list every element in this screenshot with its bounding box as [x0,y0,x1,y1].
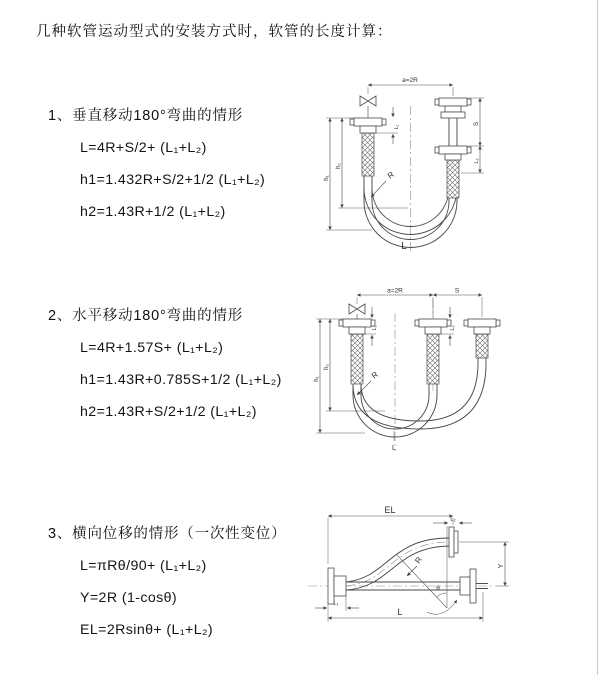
dim-label-h1: h₁ [324,175,330,181]
flange-connector-left [339,319,375,334]
formula-list [80,550,286,646]
diagram-labels [334,505,505,617]
dim-label-h1: h₁ [314,376,320,382]
formula-list [80,332,282,428]
diagram-lateral-displacement [300,498,600,660]
flange-connector-right [460,569,476,603]
flange-connector-middle [415,319,451,334]
flange-connector-right-upper [435,98,471,118]
section-vertical-movement [48,104,265,228]
section-heading: 1、垂直移动180°弯曲的情形 [48,108,244,124]
dim-label-l: L [397,607,403,617]
flange-connector-right-lower [435,146,471,160]
radius-label: R [385,169,396,181]
dim-label-l2: L₂ [474,158,480,164]
section-lateral-displacement [48,522,286,646]
dimension-lines [315,516,509,622]
flange-connector-right [464,319,500,334]
flange-connector-left [328,568,346,604]
hose-u-bend-positions [353,358,486,437]
angle-label: θ [436,585,440,592]
formula-list [80,132,265,228]
flange-connector-left [350,118,386,133]
diagram-horizontal-movement [310,283,600,455]
angle-construction [397,526,457,614]
formula-line: h2=1.43R+S/2+1/2 (L₁+L₂) [80,404,257,420]
valve-icon [349,304,365,319]
valve-icon [360,96,376,118]
section-heading: 2、水平移动180°弯曲的情形 [48,308,244,324]
radius-label: R [369,369,380,381]
length-label: L [392,445,396,452]
dim-label-y: Y [498,563,505,569]
formula-line: h2=1.43R+1/2 (L₁+L₂) [80,204,226,220]
flange-connector-upper [449,527,458,557]
dim-label-a2r: a=2R [387,287,403,295]
formula-line: Y=2R (1-cosθ) [80,590,178,606]
section-heading: 3、横向位移的情形（一次性变位） [48,526,287,542]
diagram-vertical-movement [320,70,590,255]
dim-label-h2: h₂ [336,163,342,169]
page-title: 几种软管运动型式的安装方式时，软管的长度计算： [36,24,393,40]
section-horizontal-movement [48,304,282,428]
formula-line: L=πRθ/90+ (L₁+L₂) [80,558,207,574]
formula-line: EL=2Rsinθ+ (L₁+L₂) [80,622,214,638]
formula-line: h1=1.43R+0.785S+1/2 (L₁+L₂) [80,372,282,388]
dim-label-h2: h₂ [324,364,330,370]
dim-label-l1: L₁ [372,325,378,331]
formula-line: L=4R+S/2+ (L₁+L₂) [80,140,207,156]
length-label: L [401,241,407,252]
dim-label-l1: L₁ [394,124,400,130]
dim-label-l2: L₂ [450,517,456,523]
dim-label-a2r: a=2R [402,77,418,84]
formula-line: h1=1.432R+S/2+1/2 (L₁+L₂) [80,172,266,188]
page-edge-line [597,0,598,675]
dim-label-s: S [454,287,460,295]
dim-label-l2: L₂ [450,325,456,331]
formula-line: L=4R+1.57S+ (L₁+L₂) [80,340,224,356]
dim-label-s: S [473,121,480,127]
radius-label: R [413,555,424,566]
dim-label-l1: L₁ [333,601,339,607]
dim-label-el: EL [384,505,396,515]
